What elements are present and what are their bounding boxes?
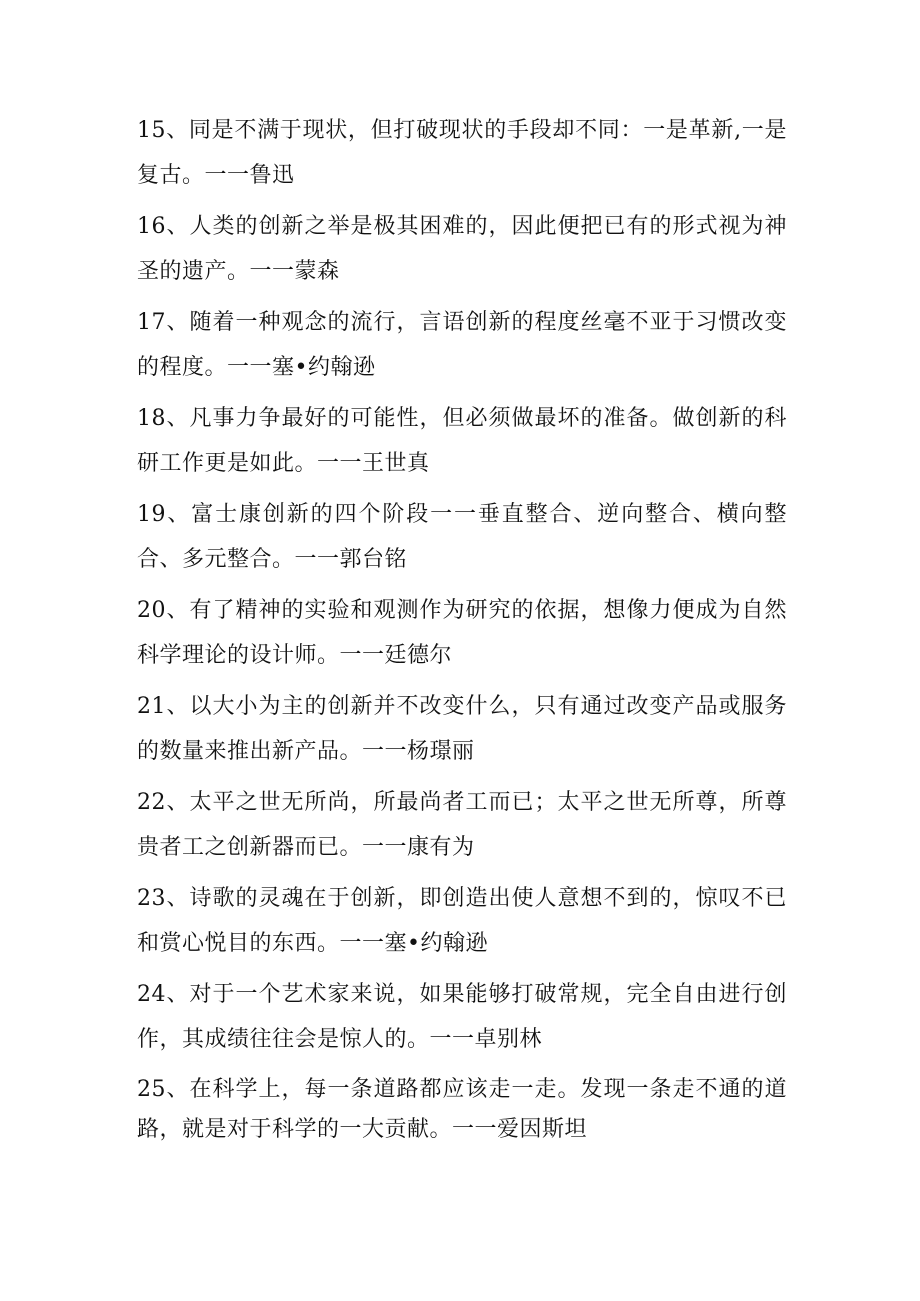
quote-24: 24、对于一个艺术家来说，如果能够打破常规，完全自由进行创作，其成绩往往会是惊人的。一一卓别林 bbox=[137, 982, 787, 1052]
quote-23: 23、诗歌的灵魂在于创新，即创造出使人意想不到的，惊叹不已和赏心悦目的东西。一一塞•约翰逊 bbox=[137, 886, 787, 956]
quote-17: 17、随着一种观念的流行，言语创新的程度丝毫不亚于习惯改变的程度。一一塞•约翰逊 bbox=[137, 310, 787, 380]
quote-19: 19、富士康创新的四个阶段一一垂直整合、逆向整合、横向整合、多元整合。一一郭台铭 bbox=[137, 502, 787, 572]
quote-15: 15、同是不满于现状，但打破现状的手段却不同：一是革新,一是复古。一一鲁迅 bbox=[137, 118, 787, 188]
quote-list bbox=[137, 108, 787, 1156]
quote-22: 22、太平之世无所尚，所最尚者工而已；太平之世无所尊，所尊贵者工之创新器而已。一一康有为 bbox=[137, 790, 787, 860]
quote-21: 21、以大小为主的创新并不改变什么，只有通过改变产品或服务的数量来推出新产品。一一杨璟丽 bbox=[137, 694, 787, 764]
quote-20: 20、有了精神的实验和观测作为研究的依据，想像力便成为自然科学理论的设计师。一一廷德尔 bbox=[137, 598, 787, 668]
quote-16: 16、人类的创新之举是极其困难的，因此便把已有的形式视为神圣的遗产。一一蒙森 bbox=[137, 214, 787, 284]
quote-25: 25、在科学上，每一条道路都应该走一走。发现一条走不通的道路，就是对于科学的一大贡献。一一爱因斯坦 bbox=[137, 1077, 787, 1142]
quote-18: 18、凡事力争最好的可能性，但必须做最坏的准备。做创新的科研工作更是如此。一一王世真 bbox=[137, 406, 787, 476]
